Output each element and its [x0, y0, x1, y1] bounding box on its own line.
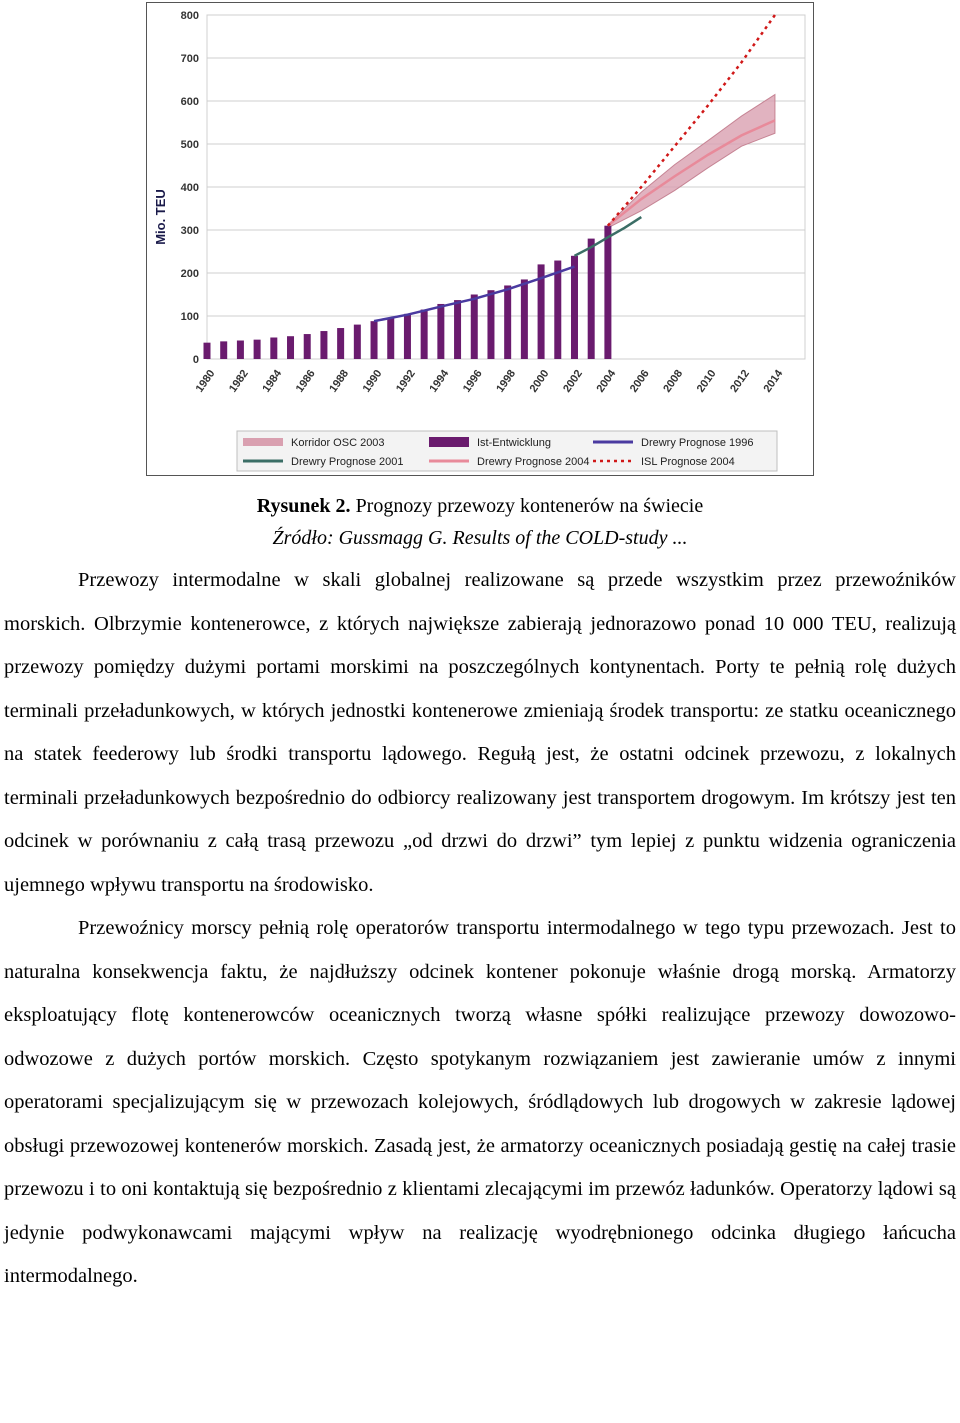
bar — [421, 310, 428, 359]
x-tick-label: 1984 — [260, 367, 285, 395]
bar — [204, 343, 211, 359]
x-tick-label: 2006 — [627, 367, 652, 395]
x-tick-label: 1980 — [193, 367, 218, 395]
bar — [237, 341, 244, 359]
x-tick-label: 1992 — [394, 367, 418, 395]
legend-label: Drewry Prognose 1996 — [641, 437, 754, 449]
body-text — [4, 559, 956, 1299]
y-tick-label: 400 — [180, 182, 199, 194]
y-tick-label: 600 — [180, 96, 199, 108]
y-tick-label: 100 — [180, 311, 199, 323]
legend-label: Drewry Prognose 2004 — [477, 456, 590, 468]
x-tick-label: 1986 — [293, 367, 318, 395]
paragraph-1: Przewozy intermodalne w skali globalnej realizowane są przede wszystkim przez przewoźników morskich. Olbrzymie kontenerowce, z których największe zabierają jednorazowo ponad 10 000 TEU, realizują przewozy pomiędzy dużymi portami morskimi na poszczególnych kontynentach. Porty te pełnią rolę dużych terminali przeładunkowych, w których jednostki kontenerowe zmieniają środek transportu: ze statku oceanicznego na statek feederowy lub środki transportu lądowego. Regułą jest, że ostatni odcinek przewozu, z lokalnych terminali przeładunkowych bezpośrednio do odbiorcy realizowany jest transportem drogowym. Im krótszy jest ten odcinek w porównaniu z całą trasą przewozu „od drzwi do drzwi” tym lepiej z punktu widzenia ograniczenia ujemnego wpływu transportu na środowisko. — [4, 569, 956, 896]
x-tick-label: 1988 — [327, 367, 352, 395]
bar — [404, 314, 411, 359]
bar — [320, 331, 327, 359]
x-tick-label: 2002 — [561, 367, 585, 395]
y-tick-label: 200 — [180, 268, 199, 280]
bar — [270, 338, 277, 360]
figure-source: Źródło: Gussmagg G. Results of the COLD-study ... — [272, 527, 688, 549]
bar — [504, 285, 511, 359]
bar — [588, 239, 595, 359]
legend-label: Drewry Prognose 2001 — [291, 456, 404, 468]
y-tick-label: 500 — [180, 139, 199, 151]
bar — [287, 336, 294, 359]
x-tick-label: 1990 — [360, 367, 385, 395]
x-tick-label: 2010 — [694, 367, 719, 395]
x-tick-label: 2004 — [594, 367, 619, 395]
bar — [354, 325, 361, 359]
bar — [220, 341, 227, 359]
x-tick-label: 1998 — [494, 367, 519, 395]
bar — [487, 290, 494, 359]
y-tick-label: 300 — [180, 225, 199, 237]
bar — [337, 328, 344, 359]
bar — [371, 321, 378, 359]
figure-chart — [146, 2, 814, 476]
figure-caption — [0, 492, 960, 520]
x-tick-label: 1994 — [427, 367, 452, 395]
bar — [554, 261, 561, 359]
bar — [254, 340, 261, 359]
y-tick-label: 800 — [180, 10, 199, 22]
legend-label: ISL Prognose 2004 — [641, 456, 735, 468]
bar — [437, 304, 444, 359]
x-tick-label: 2012 — [728, 367, 752, 395]
x-tick-label: 1982 — [226, 367, 251, 395]
bar — [387, 318, 394, 359]
paragraph-2: Przewoźnicy morscy pełnią rolę operatorów transportu intermodalnego w tego typu przewozach. Jest to naturalna konsekwencja faktu, że najdłuższy odcinek kontener pokonuje właśnie drogą morską. Armatorzy eksploatujący flotę kontenerowców oceanicznych tworzą własne spółki realizujące przewozy dowozowo-odwozowe z dużych portów morskich. Często spotykanym rozwiązaniem jest zawieranie umów z innymi operatorami specjalizującym się w przewozach kolejowych, śródlądowych lub drogowych w zakresie lądowej obsługi przewozowej kontenerów morskich. Zasadą jest, że armatorzy oceanicznych posiadają gestię na całej trasie przewozu i to oni kontaktują się bezpośrednio z klientami zlecającymi im przewóz ładunków. Operatorzy lądowi są jedynie podwykonawcami mającymi wpływ na realizację wyodrębnionego odcinka długiego łańcucha intermodalnego. — [4, 917, 956, 1287]
y-tick-label: 0 — [192, 354, 199, 366]
legend-swatch — [243, 438, 283, 446]
y-axis-label: Mio. TEU — [153, 189, 168, 245]
x-tick-label: 2000 — [527, 367, 552, 395]
bar — [571, 256, 578, 359]
bar — [454, 300, 461, 359]
y-tick-label: 700 — [180, 53, 199, 65]
caption-text: Prognozy przewozy kontenerów na świecie — [350, 495, 704, 517]
x-tick-label: 1996 — [460, 367, 485, 395]
x-tick-label: 2014 — [761, 367, 786, 395]
legend-label: Ist-Entwicklung — [477, 437, 551, 449]
bar — [521, 279, 528, 359]
bar — [604, 226, 611, 359]
legend-swatch — [429, 437, 469, 447]
legend-label: Korridor OSC 2003 — [291, 437, 385, 449]
container-forecast-chart — [147, 3, 813, 475]
bar — [304, 334, 311, 359]
caption-label: Rysunek 2. — [256, 495, 351, 517]
bar — [471, 295, 478, 360]
x-tick-label: 2008 — [661, 367, 686, 395]
